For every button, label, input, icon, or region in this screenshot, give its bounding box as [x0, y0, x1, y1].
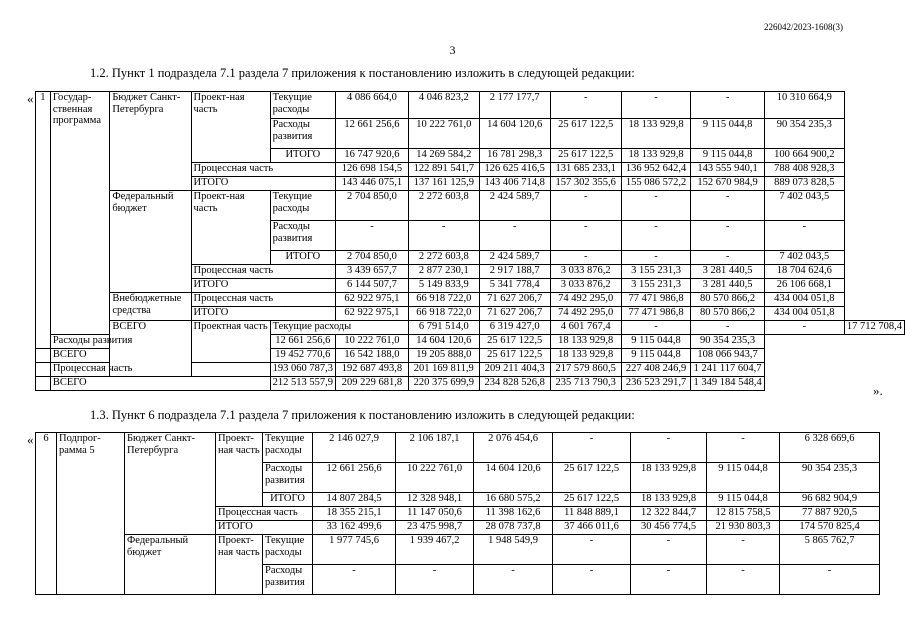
row-number: 6 — [36, 433, 57, 595]
value-cell: 25 617 122,5 — [479, 349, 550, 363]
value-cell: - — [631, 565, 707, 595]
value-cell: - — [550, 251, 621, 265]
project-part-label: Проект-ная часть — [191, 191, 270, 265]
value-cell: 19 452 770,6 — [270, 349, 335, 363]
value-cell: 6 791 514,0 — [408, 321, 479, 335]
value-cell: 18 133 929,8 — [550, 349, 621, 363]
value-cell: 3 033 876,2 — [550, 279, 621, 293]
development-expenses-label: Расходы развития — [270, 119, 335, 149]
value-cell: 12 322 844,7 — [631, 507, 707, 521]
process-part-label: Процессная часть — [216, 507, 313, 521]
value-cell: 96 682 904,9 — [780, 493, 880, 507]
value-cell: 6 319 427,0 — [479, 321, 550, 335]
value-cell: 14 604 120,6 — [479, 119, 550, 149]
value-cell: 209 211 404,3 — [479, 363, 550, 377]
value-cell: 11 398 162,6 — [474, 507, 553, 521]
value-cell: 193 060 787,3 — [270, 363, 335, 377]
value-cell: 126 625 416,5 — [479, 163, 550, 177]
value-cell: 17 712 708,4 — [844, 321, 904, 335]
value-cell: 62 922 975,1 — [336, 307, 409, 321]
value-cell: 143 406 714,8 — [479, 177, 550, 191]
value-cell: 2 704 850,0 — [336, 191, 409, 221]
value-cell: 25 617 122,5 — [550, 149, 621, 163]
value-cell: 201 169 811,9 — [408, 363, 479, 377]
value-cell: 192 687 493,8 — [336, 363, 409, 377]
vsego-label: ВСЕГО — [50, 377, 270, 391]
itogo-label: ИТОГО — [191, 307, 336, 321]
vsego-label: ВСЕГО — [110, 321, 191, 377]
value-cell: - — [550, 221, 621, 251]
value-cell: 2 424 589,7 — [479, 191, 550, 221]
value-cell: 9 115 044,8 — [707, 493, 780, 507]
value-cell: - — [621, 221, 691, 251]
value-cell: 4 601 767,4 — [550, 321, 621, 335]
paragraph-1-2: 1.2. Пункт 1 подраздела 7.1 раздела 7 приложения к постановлению изложить в следующей редакции: — [90, 66, 635, 80]
current-expenses-label: Текущие расходы — [270, 321, 408, 335]
value-cell: - — [553, 535, 631, 565]
value-cell: 3 439 657,7 — [336, 265, 409, 279]
value-cell: 18 133 929,8 — [631, 463, 707, 493]
table-cell — [36, 363, 51, 377]
value-cell: 16 781 298,3 — [479, 149, 550, 163]
value-cell: 25 617 122,5 — [553, 493, 631, 507]
quote-close-1: ». — [873, 383, 883, 398]
value-cell: 4 086 664,0 — [336, 92, 409, 119]
vsego-label: ВСЕГО — [50, 349, 191, 363]
itogo-label: ИТОГО — [191, 177, 336, 191]
value-cell: 74 492 295,0 — [550, 293, 621, 307]
value-cell: 2 917 188,7 — [479, 265, 550, 279]
federal-budget-label: Федеральный бюджет — [110, 191, 191, 293]
value-cell: 108 066 943,7 — [691, 349, 764, 363]
budget-spb-label: Бюджет Санкт-Петербурга — [125, 433, 216, 535]
value-cell: 16 747 920,6 — [336, 149, 409, 163]
development-expenses-label: Расходы развития — [50, 335, 191, 349]
value-cell: 12 661 256,6 — [313, 463, 396, 493]
value-cell: 90 354 235,3 — [780, 463, 880, 493]
value-cell: 234 828 526,8 — [479, 377, 550, 391]
value-cell: 80 570 866,2 — [691, 293, 764, 307]
value-cell: - — [707, 433, 780, 463]
value-cell: 25 617 122,5 — [479, 335, 550, 349]
value-cell: 2 424 589,7 — [479, 251, 550, 265]
table-cell — [36, 349, 51, 363]
value-cell: 28 078 737,8 — [474, 521, 553, 535]
value-cell: 152 670 984,9 — [691, 177, 764, 191]
program-table-1 — [35, 91, 905, 391]
value-cell: 23 475 998,7 — [396, 521, 474, 535]
value-cell: - — [336, 221, 409, 251]
value-cell: 11 147 050,6 — [396, 507, 474, 521]
value-cell: - — [621, 191, 691, 221]
value-cell: 18 704 624,6 — [764, 265, 844, 279]
value-cell: 9 115 044,8 — [621, 349, 691, 363]
value-cell: 1 241 117 604,7 — [691, 363, 764, 377]
value-cell: - — [621, 251, 691, 265]
value-cell: - — [550, 92, 621, 119]
value-cell: 6 328 669,6 — [780, 433, 880, 463]
itogo-label: ИТОГО — [270, 149, 335, 163]
value-cell: 14 604 120,6 — [474, 463, 553, 493]
value-cell: 9 115 044,8 — [707, 463, 780, 493]
value-cell: 74 492 295,0 — [550, 307, 621, 321]
value-cell: 10 310 664,9 — [764, 92, 844, 119]
value-cell: - — [691, 92, 764, 119]
value-cell: 7 402 043,5 — [764, 251, 844, 265]
budget-spb-label: Бюджет Санкт-Петербурга — [110, 92, 191, 191]
value-cell: 220 375 699,9 — [408, 377, 479, 391]
value-cell: 18 133 929,8 — [631, 493, 707, 507]
value-cell: 62 922 975,1 — [336, 293, 409, 307]
value-cell: - — [479, 221, 550, 251]
current-expenses-label: Текущие расходы — [270, 191, 335, 221]
value-cell: - — [691, 321, 764, 335]
value-cell: 37 466 011,6 — [553, 521, 631, 535]
value-cell: 90 354 235,3 — [764, 119, 844, 149]
value-cell: 25 617 122,5 — [550, 119, 621, 149]
value-cell: 788 408 928,3 — [764, 163, 844, 177]
value-cell: 12 815 758,5 — [707, 507, 780, 521]
current-expenses-label: Текущие расходы — [270, 92, 335, 119]
value-cell: 2 272 603,8 — [408, 191, 479, 221]
value-cell: 9 115 044,8 — [691, 119, 764, 149]
value-cell: 9 115 044,8 — [691, 149, 764, 163]
quote-open-2: « — [27, 432, 34, 447]
value-cell: 155 086 572,2 — [621, 177, 691, 191]
value-cell: 16 542 188,0 — [336, 349, 409, 363]
value-cell: 90 354 235,3 — [691, 335, 764, 349]
value-cell: 157 302 355,6 — [550, 177, 621, 191]
itogo-label: ИТОГО — [270, 251, 335, 265]
value-cell: 137 161 125,9 — [408, 177, 479, 191]
current-expenses-label: Текущие расходы — [263, 433, 313, 463]
value-cell: 11 848 889,1 — [553, 507, 631, 521]
process-part-label: Процессная часть — [191, 163, 336, 177]
value-cell: - — [764, 321, 844, 335]
value-cell: 14 807 284,5 — [313, 493, 396, 507]
project-part-label: Проект-ная часть — [216, 535, 263, 595]
value-cell: - — [631, 433, 707, 463]
value-cell: - — [474, 565, 553, 595]
value-cell: 131 685 233,1 — [550, 163, 621, 177]
subprogram-name: Подпрог-рамма 5 — [57, 433, 125, 595]
value-cell: 143 446 075,1 — [336, 177, 409, 191]
development-expenses-label: Расходы развития — [270, 221, 335, 251]
itogo-label: ИТОГО — [191, 279, 336, 293]
value-cell: 1 349 184 548,4 — [691, 377, 764, 391]
table-cell — [36, 377, 51, 391]
value-cell: - — [550, 191, 621, 221]
value-cell: 12 661 256,6 — [336, 119, 409, 149]
value-cell: 100 664 900,2 — [764, 149, 844, 163]
current-expenses-label: Текущие расходы — [263, 535, 313, 565]
value-cell: - — [691, 221, 764, 251]
value-cell: 18 133 929,8 — [550, 335, 621, 349]
value-cell: 2 076 454,6 — [474, 433, 553, 463]
value-cell: 3 281 440,5 — [691, 265, 764, 279]
value-cell: 10 222 761,0 — [396, 463, 474, 493]
value-cell: 217 579 860,5 — [550, 363, 621, 377]
project-part-label: Проект-ная часть — [216, 433, 263, 507]
value-cell: - — [553, 433, 631, 463]
value-cell: 3 155 231,3 — [621, 265, 691, 279]
value-cell: 143 555 940,1 — [691, 163, 764, 177]
value-cell: 4 046 823,2 — [408, 92, 479, 119]
value-cell: 3 033 876,2 — [550, 265, 621, 279]
value-cell: 12 328 948,1 — [396, 493, 474, 507]
value-cell: 209 229 681,8 — [336, 377, 409, 391]
process-part-label: Процессная часть — [191, 293, 336, 307]
value-cell: - — [621, 92, 691, 119]
value-cell: 1 948 549,9 — [474, 535, 553, 565]
value-cell: 227 408 246,9 — [621, 363, 691, 377]
value-cell: 21 930 803,3 — [707, 521, 780, 535]
value-cell: 71 627 206,7 — [479, 293, 550, 307]
value-cell: 5 341 778,4 — [479, 279, 550, 293]
value-cell: 2 272 603,8 — [408, 251, 479, 265]
process-part-label: Процессная часть — [50, 363, 270, 377]
value-cell: - — [621, 321, 691, 335]
extra-budget-label: Внебюджетные средства — [110, 293, 191, 321]
value-cell: 30 456 774,5 — [631, 521, 707, 535]
value-cell: - — [408, 221, 479, 251]
quote-open-1: « — [27, 91, 34, 106]
value-cell: 5 865 762,7 — [780, 535, 880, 565]
value-cell: 136 952 642,4 — [621, 163, 691, 177]
value-cell: 77 471 986,8 — [621, 307, 691, 321]
value-cell: 7 402 043,5 — [764, 191, 844, 221]
value-cell: 1 977 745,6 — [313, 535, 396, 565]
development-expenses-label: Расходы развития — [263, 565, 313, 595]
value-cell: - — [780, 565, 880, 595]
value-cell: 71 627 206,7 — [479, 307, 550, 321]
value-cell: 16 680 575,2 — [474, 493, 553, 507]
value-cell: 14 269 584,2 — [408, 149, 479, 163]
value-cell: 3 155 231,3 — [621, 279, 691, 293]
value-cell: - — [553, 565, 631, 595]
federal-budget-label: Федеральный бюджет — [125, 535, 216, 595]
paragraph-1-3: 1.3. Пункт 6 подраздела 7.1 раздела 7 приложения к постановлению изложить в следующей редакции: — [90, 408, 635, 422]
value-cell: 2 106 187,1 — [396, 433, 474, 463]
value-cell: 80 570 866,2 — [691, 307, 764, 321]
value-cell: 126 698 154,5 — [336, 163, 409, 177]
value-cell: 77 887 920,5 — [780, 507, 880, 521]
row-number: 1 — [36, 92, 51, 349]
value-cell: 122 891 541,7 — [408, 163, 479, 177]
value-cell: 3 281 440,5 — [691, 279, 764, 293]
value-cell: 33 162 499,6 — [313, 521, 396, 535]
value-cell: - — [396, 565, 474, 595]
program-table-2 — [35, 432, 880, 595]
value-cell: 6 144 507,7 — [336, 279, 409, 293]
project-part-label: Проект-ная часть — [191, 92, 270, 163]
value-cell: 2 877 230,1 — [408, 265, 479, 279]
value-cell: 12 661 256,6 — [270, 335, 335, 349]
document-number: 226042/2023-1608(3) — [764, 22, 843, 32]
value-cell: 77 471 986,8 — [621, 293, 691, 307]
value-cell: - — [764, 221, 844, 251]
value-cell: 66 918 722,0 — [408, 307, 479, 321]
value-cell: 5 149 833,9 — [408, 279, 479, 293]
value-cell: 236 523 291,7 — [621, 377, 691, 391]
value-cell: 9 115 044,8 — [621, 335, 691, 349]
value-cell: 235 713 790,3 — [550, 377, 621, 391]
value-cell: 19 205 888,0 — [408, 349, 479, 363]
development-expenses-label: Расходы развития — [263, 463, 313, 493]
value-cell: 2 146 027,9 — [313, 433, 396, 463]
page-number: 3 — [449, 43, 456, 57]
value-cell: 10 222 761,0 — [408, 119, 479, 149]
itogo-label: ИТОГО — [263, 493, 313, 507]
value-cell: 2 177 177,7 — [479, 92, 550, 119]
value-cell: 2 704 850,0 — [336, 251, 409, 265]
value-cell: - — [631, 535, 707, 565]
value-cell: 18 355 215,1 — [313, 507, 396, 521]
value-cell: - — [707, 535, 780, 565]
value-cell: 66 918 722,0 — [408, 293, 479, 307]
value-cell: 212 513 557,9 — [270, 377, 335, 391]
value-cell: 434 004 051,8 — [764, 307, 844, 321]
value-cell: 1 939 467,2 — [396, 535, 474, 565]
value-cell: 434 004 051,8 — [764, 293, 844, 307]
program-name: Государ-ственная программа — [50, 92, 110, 335]
value-cell: 889 073 828,5 — [764, 177, 844, 191]
itogo-label: ИТОГО — [216, 521, 313, 535]
value-cell: - — [707, 565, 780, 595]
project-part-label: Проектная часть — [191, 321, 270, 363]
value-cell: 26 106 668,1 — [764, 279, 844, 293]
value-cell: - — [313, 565, 396, 595]
value-cell: 18 133 929,8 — [621, 119, 691, 149]
value-cell: 174 570 825,4 — [780, 521, 880, 535]
value-cell: 18 133 929,8 — [621, 149, 691, 163]
value-cell: 10 222 761,0 — [336, 335, 409, 349]
process-part-label: Процессная часть — [191, 265, 336, 279]
value-cell: - — [691, 191, 764, 221]
value-cell: 14 604 120,6 — [408, 335, 479, 349]
value-cell: 25 617 122,5 — [553, 463, 631, 493]
value-cell: - — [691, 251, 764, 265]
